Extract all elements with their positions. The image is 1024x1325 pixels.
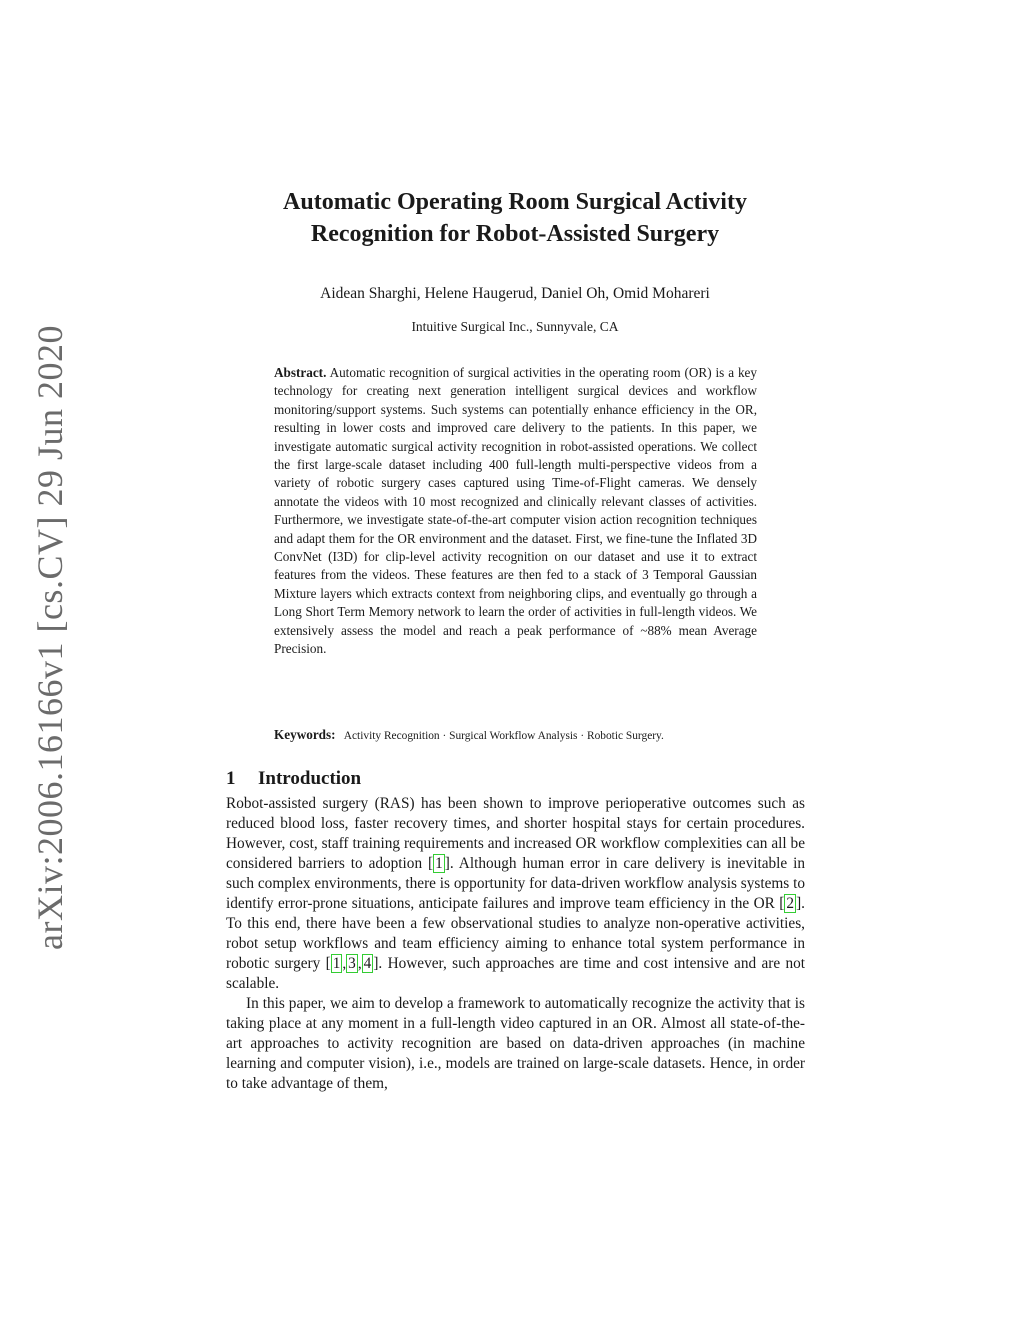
keywords	[274, 726, 764, 745]
affiliation: Intuitive Surgical Inc., Sunnyvale, CA	[411, 319, 619, 334]
paragraph-text: . However, such approaches are time and cost intensive and are not scalable.	[226, 955, 805, 992]
section-heading-introduction	[226, 767, 361, 791]
paragraph-text: Robot-assisted surgery (RAS) has been shown to improve perioperative outcomes such as reduced blood loss, faster recovery times, and shorter hospital stays for certain procedures. However, cost, staff training requirements and increased OR workflow complexities can all be considered barriers to adoption	[226, 795, 805, 872]
citation-link[interactable]: 1	[435, 855, 443, 872]
section-number: 1	[226, 768, 236, 789]
citation-link[interactable]: 3	[348, 955, 356, 972]
citation-link[interactable]: 1	[332, 955, 341, 972]
introduction-body	[226, 794, 805, 1094]
keywords-text: Activity Recognition · Surgical Workflow Analysis · Robotic Surgery.	[343, 730, 664, 742]
section-title: Introduction	[258, 768, 362, 789]
keywords-label: Keywords:	[274, 727, 336, 742]
author-list: Aidean Sharghi, Helene Haugerud, Daniel Oh, Omid Mohareri	[320, 285, 710, 302]
citation-link[interactable]: 2	[786, 895, 795, 912]
title-line-2: Recognition for Robot-Assisted Surgery	[310, 221, 720, 247]
paper-title	[215, 186, 815, 250]
arxiv-identifier: arXiv:2006.16166v1 [cs.CV] 29 Jun 2020	[30, 325, 70, 950]
abstract-text: Automatic recognition of surgical activities in the operating room (OR) is a key technology for creating next generation intelligent surgical devices and workflow monitoring/support systems. Such systems can potentially enhance efficiency in the OR, resulting in lower costs and improved care delivery to the patients. In this paper, we investigate automatic surgical activity recognition in robot-assisted operations. We collect the first large-scale dataset including 400 full-length multi-perspective videos from a variety of robotic surgery cases captured using Time-of-Flight cameras. We densely annotate the videos with 10 most recognized and clinically relevant classes of activities. Furthermore, we investigate state-of-the-art computer vision action recognition techniques and adapt them for the OR environment and the dataset. First, we fine-tune the Inflated 3D ConvNet (I3D) for clip-level activity recognition on our dataset and use it to extract features from the videos. These features are then fed to a stack of 3 Temporal Gaussian Mixture layers which extracts context from neighboring clips, and eventually go through a Long Short Term Memory network to learn the order of activities in full-length videos. We extensively assess the model and reach a peak performance of ~88% mean Average Precision.	[274, 365, 758, 657]
title-line-1: Automatic Operating Room Surgical Activity	[283, 189, 747, 215]
paragraph-text: . Although human error in care delivery is inevitable in such complex environments, there is opportunity for data-driven workflow analysis systems to identify error-prone situations, anticipate failures and improve team efficiency in the OR	[226, 855, 806, 912]
citation-link[interactable]: 4	[363, 955, 372, 972]
abstract	[274, 364, 757, 659]
abstract-label: Abstract.	[274, 365, 327, 380]
paragraph: Robot-assisted surgery (RAS) has been shown to improve perioperative outcomes such as reduced blood loss, faster recovery times, and shorter hospital stays for certain procedures. However, cost, staff training requirements and increased OR workflow complexities can all be considered barriers to adoption [ 1 ]. Although human error in care delivery is inevitable in such complex environments, there is opportunity for data-driven workflow analysis systems to identify error-prone situations, anticipate failures and improve team efficiency in the OR [ 2 ]. To this end, there have been a few observational studies to analyze non-operative activities, robot setup workflows and team efficiency aiming to enhance total system performance in robotic surgery [ 1 , 3 , 4 ]. However, such approaches are time and cost intensive and are not scalable.	[226, 795, 806, 992]
paragraph-text: . To this end, there have been a few observational studies to analyze non-operative activities, robot setup workflows and team efficiency aiming to enhance total system performance in robotic surgery	[226, 895, 805, 972]
paragraph: In this paper, we aim to develop a framework to automatically recognize the activity that is taking place at any moment in a full-length video captured in an OR. Almost all state-of-the-art approaches to activity recognition are based on data-driven approaches (in machine learning and computer vision), i.e., models are trained on large-scale datasets. Hence, in order to take advantage of them,	[226, 995, 805, 1092]
